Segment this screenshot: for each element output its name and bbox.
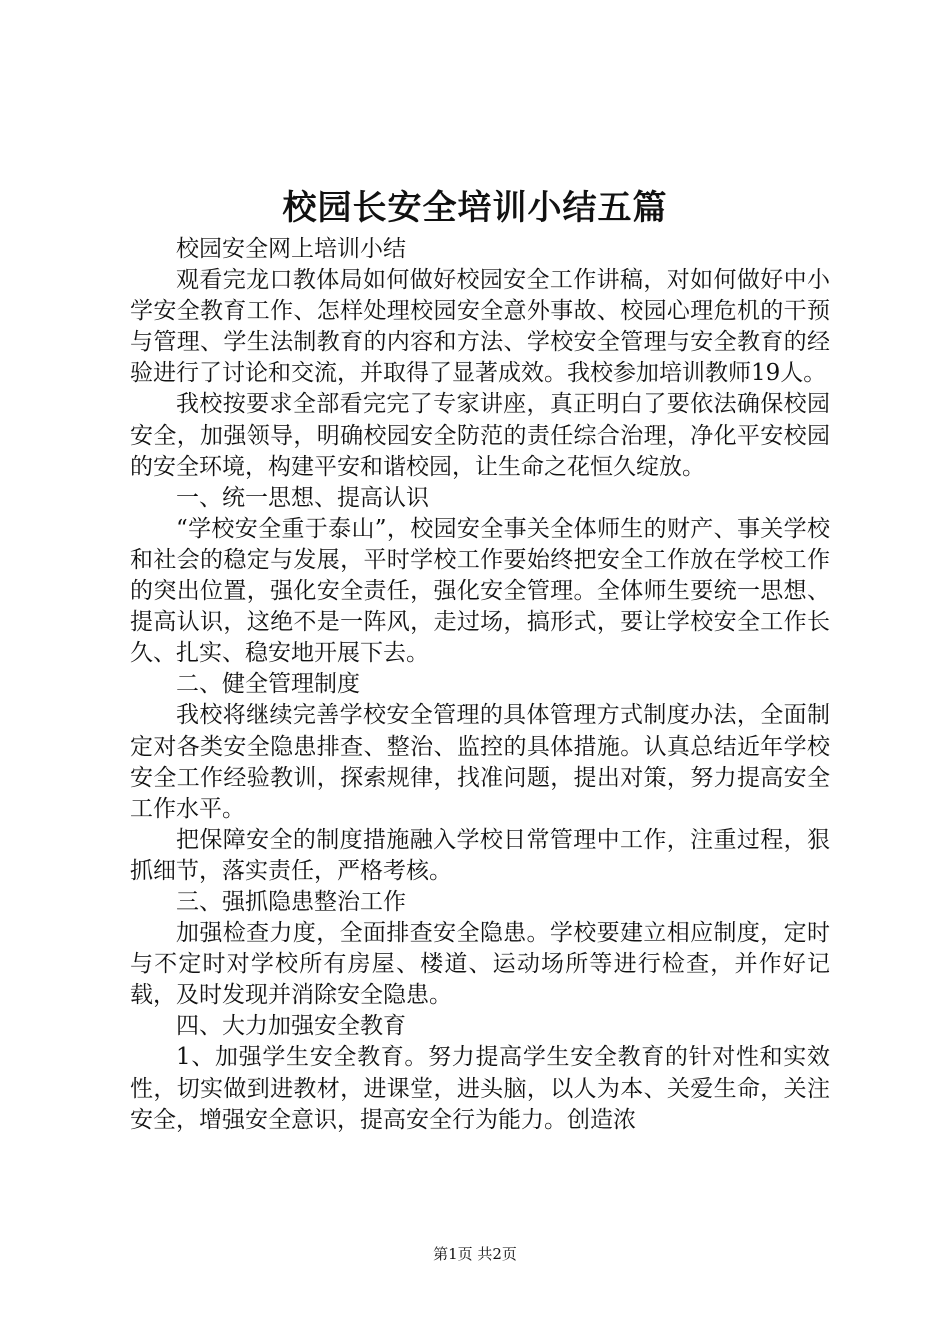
paragraph: 把保障安全的制度措施融入学校日常管理中工作，注重过程，狠抓细节，落实责任，严格考核。 — [130, 826, 830, 884]
paragraph: 我校按要求全部看完完了专家讲座，真正明白了要依法确保校园安全，加强领导，明确校园安全防范的责任综合治理，净化平安校园的安全环境，构建平安和谐校园，让生命之花恒久绽放。 — [130, 391, 830, 480]
section-heading: 四、大力加强安全教育 — [176, 1013, 406, 1040]
paragraph: 加强检查力度，全面排查安全隐患。学校要建立相应制度，定时与不定时对学校所有房屋、楼道、运动场所等进行检查，并作好记载，及时发现并消除安全隐患。 — [130, 920, 830, 1009]
page-number-footer: 第1页 共2页 — [433, 1245, 517, 1263]
section-heading: 一、统一思想、提高认识 — [176, 484, 429, 511]
paragraph: 1、加强学生安全教育。努力提高学生安全教育的针对性和实效性，切实做到进教材，进课堂，进头脑，以人为本、关爱生命，关注安全，增强安全意识，提高安全行为能力。创造浓 — [130, 1044, 830, 1133]
paragraph: 观看完龙口教体局如何做好校园安全工作讲稿，对如何做好中小学安全教育工作、怎样处理校园安全意外事故、校园心理危机的干预与管理、学生法制教育的内容和方法、学校安全管理与安全教育的经验进行了讨论和交流，并取得了显著成效。我校参加培训教师19人。 — [130, 267, 830, 387]
document-title: 校园长安全培训小结五篇 — [282, 188, 668, 228]
document-body — [130, 234, 830, 1136]
paragraph-subtitle: 校园安全网上培训小结 — [176, 236, 406, 262]
paragraph: “学校安全重于泰山”，校园安全事关全体师生的财产、事关学校和社会的稳定与发展，平时学校工作要始终把安全工作放在学校工作的突出位置，强化安全责任，强化安全管理。全体师生要统一思想、提高认识，这绝不是一阵风，走过场，搞形式，要让学校安全工作长久、扎实、稳安地开展下去。 — [130, 515, 830, 667]
paragraph: 我校将继续完善学校安全管理的具体管理方式制度办法，全面制定对各类安全隐患排查、整治、监控的具体措施。认真总结近年学校安全工作经验教训，探索规律，找准问题，提出对策，努力提高安全工作水平。 — [130, 702, 830, 822]
section-heading: 三、强抓隐患整治工作 — [176, 888, 406, 915]
section-heading: 二、健全管理制度 — [176, 671, 360, 698]
